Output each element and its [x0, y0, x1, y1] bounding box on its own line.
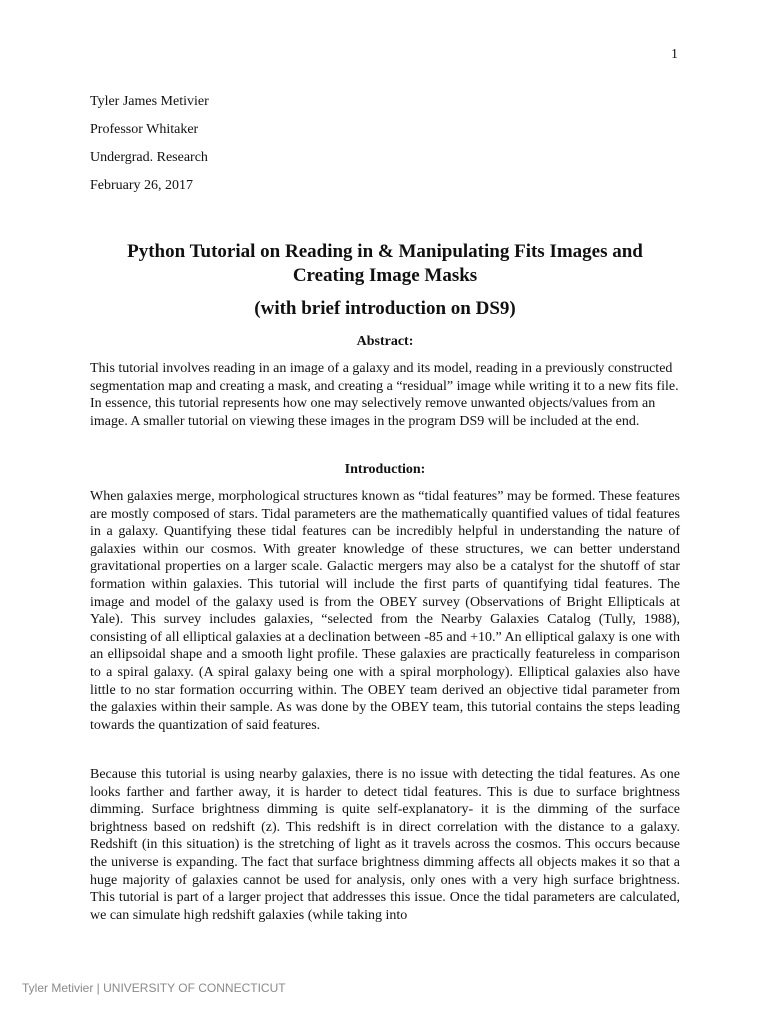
abstract-text: This tutorial involves reading in an image of a galaxy and its model, reading in a previously constructed segmentation map and creating a mask, and creating a “residual” image while writing it to a new fits file. In essence, this tutorial represents how one may selectively remove unwanted objects/values from an image. A smaller tutorial on viewing these images in the program DS9 will be included at the end.	[90, 361, 679, 429]
professor-name: Professor Whitaker	[90, 122, 199, 137]
page-number: 1	[671, 47, 678, 62]
introduction-paragraph-1: When galaxies merge, morphological structures known as “tidal features” may be formed. These features are mostly composed of stars. Tidal parameters are the mathematically quantified values of tidal features in a galaxy. Quantifying these tidal features can be incredibly helpful in understanding the nature of galaxies within our cosmos. With greater knowledge of these structures, we can better understand gravitational properties on a larger scale. Galactic mergers may also be a catalyst for the shutoff of star formation within galaxies. This tutorial will include the first parts of quantifying tidal features. The image and model of the galaxy used is from the OBEY survey (Observations of Bright Ellipticals at Yale). This survey includes galaxies, “selected from the Nearby Galaxies Catalog (Tully, 1988), consisting of all elliptical galaxies at a declination between -85 and +10.” An elliptical galaxy is one with an ellipsoidal shape and a smooth light profile. These galaxies are practically featureless in comparison to a spiral galaxy. (A spiral galaxy being one with a spiral morphology). Elliptical galaxies also have little to no star formation occurring within. The OBEY team derived an objective tidal parameter from the galaxies within their sample. As was done by the OBEY team, this tutorial contains the steps leading towards the quantization of said features.	[90, 489, 680, 733]
document-header	[90, 93, 680, 205]
introduction-heading: Introduction:	[344, 462, 426, 477]
introduction-paragraph-2: Because this tutorial is using nearby galaxies, there is no issue with detecting the tidal features. As one looks farther and farther away, it is harder to detect tidal features. This is due to surface brightness dimming. Surface brightness dimming is quite self-explanatory- it is the dimming of the surface brightness based on redshift (z). This redshift is in direct correlation with the distance to a galaxy. Redshift (in this situation) is the stretching of light as it travels across the cosmos. This occurs because the universe is expanding. The fact that surface brightness dimming affects all objects makes it so that a huge majority of galaxies cannot be used for analysis, only ones with a very high surface brightness. This tutorial is part of a larger project that addresses this issue. Once the tidal parameters are calculated, we can simulate high redshift galaxies (while taking into	[90, 767, 680, 923]
document-subtitle: (with brief introduction on DS9)	[254, 298, 516, 319]
author-name: Tyler James Metivier	[90, 94, 209, 109]
document-title: Python Tutorial on Reading in & Manipulating Fits Images and Creating Image Masks	[127, 241, 643, 286]
page-footer: Tyler Metivier | UNIVERSITY OF CONNECTICUT	[22, 981, 286, 995]
course-name: Undergrad. Research	[90, 150, 208, 165]
document-date: February 26, 2017	[90, 178, 194, 193]
abstract-heading: Abstract:	[356, 334, 414, 349]
